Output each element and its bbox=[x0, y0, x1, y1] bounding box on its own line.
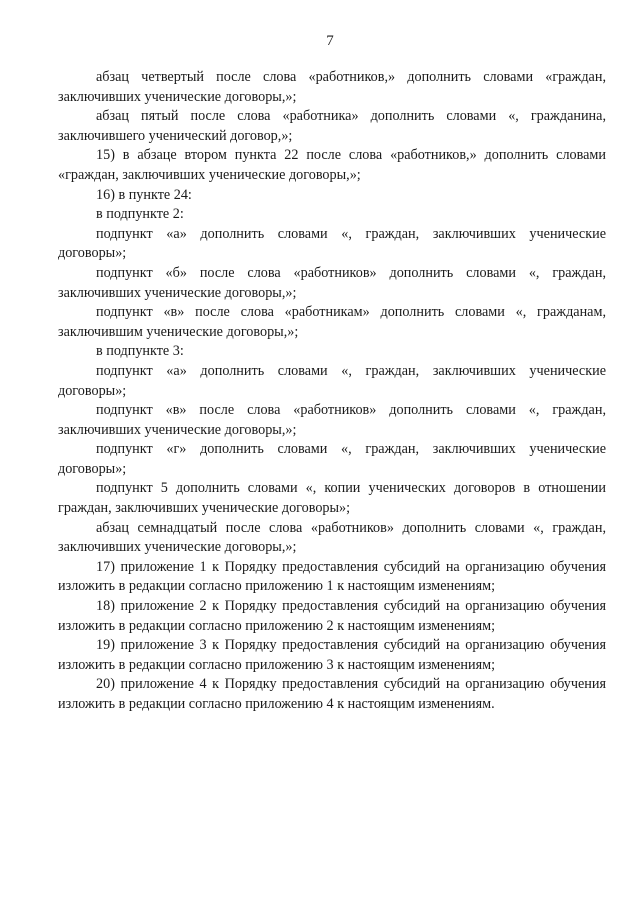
paragraph-17: 19) приложение 3 к Порядку предоставления субсидий на организацию обучения изложить в редакции согласно приложению 3 к настоящим изменениям; bbox=[58, 637, 606, 673]
paragraph-3: 15) в абзаце втором пункта 22 после слова «работников,» дополнить словами «граждан, заключивших ученические договоры,»; bbox=[58, 147, 606, 183]
paragraph-15: 17) приложение 1 к Порядку предоставления субсидий на организацию обучения изложить в редакции согласно приложению 1 к настоящим изменениям; bbox=[58, 558, 606, 595]
paragraph-1: абзац четвертый после слова «работников,» дополнить словами «граждан, заключивших ученические договоры,»; bbox=[58, 69, 606, 105]
paragraph-13: подпункт 5 дополнить словами «, копии ученических договоров в отношении граждан, заключивших ученические договоры»; bbox=[58, 480, 606, 517]
paragraph-2: абзац пятый после слова «работника» дополнить словами «, гражданина, заключившего ученический договор,»; bbox=[58, 108, 606, 144]
paragraph-9: в подпункте 3: bbox=[96, 343, 184, 360]
paragraph-14: абзац семнадцатый после слова «работников» дополнить словами «, граждан, заключивших ученические договоры,»; bbox=[58, 519, 606, 556]
paragraph-4: 16) в пункте 24: bbox=[96, 186, 192, 203]
paragraph-7: подпункт «б» после слова «работников» дополнить словами «, граждан, заключивших ученические договоры,»; bbox=[58, 264, 606, 301]
paragraph-12: подпункт «г» дополнить словами «, граждан, заключивших ученические договоры»; bbox=[58, 441, 606, 477]
paragraph-18: 20) приложение 4 к Порядку предоставления субсидий на организацию обучения изложить в редакции согласно приложению 4 к настоящим изменениям. bbox=[58, 676, 606, 712]
page-number: 7 bbox=[326, 33, 334, 49]
paragraph-8: подпункт «в» после слова «работникам» дополнить словами «, гражданам, заключившим ученические договоры,»; bbox=[58, 304, 606, 340]
paragraph-6: подпункт «а» дополнить словами «, граждан, заключивших ученические договоры»; bbox=[58, 225, 606, 262]
paragraph-5: в подпункте 2: bbox=[96, 206, 184, 223]
document-body bbox=[58, 68, 606, 715]
paragraph-11: подпункт «в» после слова «работников» дополнить словами «, граждан, заключивших ученические договоры,»; bbox=[58, 402, 606, 438]
paragraph-10: подпункт «а» дополнить словами «, граждан, заключивших ученические договоры»; bbox=[58, 362, 606, 399]
paragraph-16: 18) приложение 2 к Порядку предоставления субсидий на организацию обучения изложить в редакции согласно приложению 2 к настоящим изменениям; bbox=[58, 598, 606, 634]
